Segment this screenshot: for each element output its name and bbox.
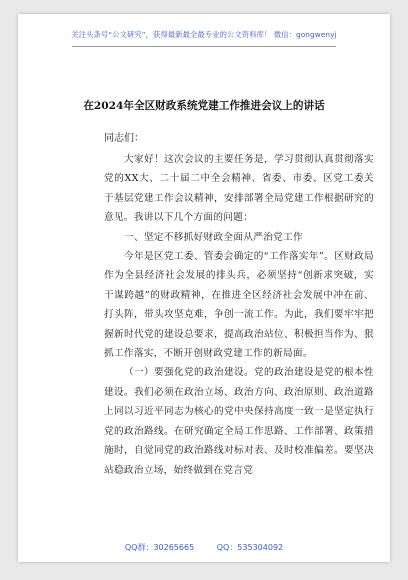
qq-number: QQ：535304092 [216,543,284,552]
paragraph-body: 今年是区党工委、管委会确定的“工作落实年”。区财政局作为全县经济社会发展的排头兵，必须坚持“创新求突破，实干谋跨越”的财政精神，在推进全区经济社会发展中冲在前、打头阵，带头攻坚克难，争创一流工作。为此，我们要牢牢把握新时代党的建设总要求，提高政治站位、积极担当作为、狠抓工作落实，不断开创财政党建工作的新局面。 [104,251,374,360]
salutation: 同志们： [104,133,144,144]
contact-footer [18,542,390,553]
document-title: 在2024年全区财政系统党建工作推进会议上的讲话 [83,100,325,112]
section-heading: 一、坚定不移抓好财政全面从严治党工作 [124,231,303,243]
header-divider [72,46,336,47]
paragraph-intro: 大家好！这次会议的主要任务是，学习贯彻认真贯彻落实党的XX大、二十届二中全会精神、省委、市委、区党工委关于基层党建工作会议精神，安排部署全局党建工作根据研究的意见。我讲以下几个方面的问题： [104,154,374,224]
paragraph-subsection: （一）要强化党的政治建设。党的政治建设是党的根本性建设。我们必须在政治立场、政治方向、政治原则、政治道路上同以习近平同志为核心的党中央保持高度一致一是坚定执行党的政治路线。在研究确定全局工作思路、工作部署、政策措施时，自觉同党的政治路线对标对表、及时校准偏差。要坚决站稳政治立场，始终做到在党言党 [104,367,374,476]
document-body [104,129,374,480]
promo-banner: 关注头条号“公文研究”，获得最新最全最专业的公文资料库！ 微信：gongwenyj [71,30,337,39]
document-page [18,14,390,562]
qq-group-number: QQ群：30265665 [124,543,195,552]
